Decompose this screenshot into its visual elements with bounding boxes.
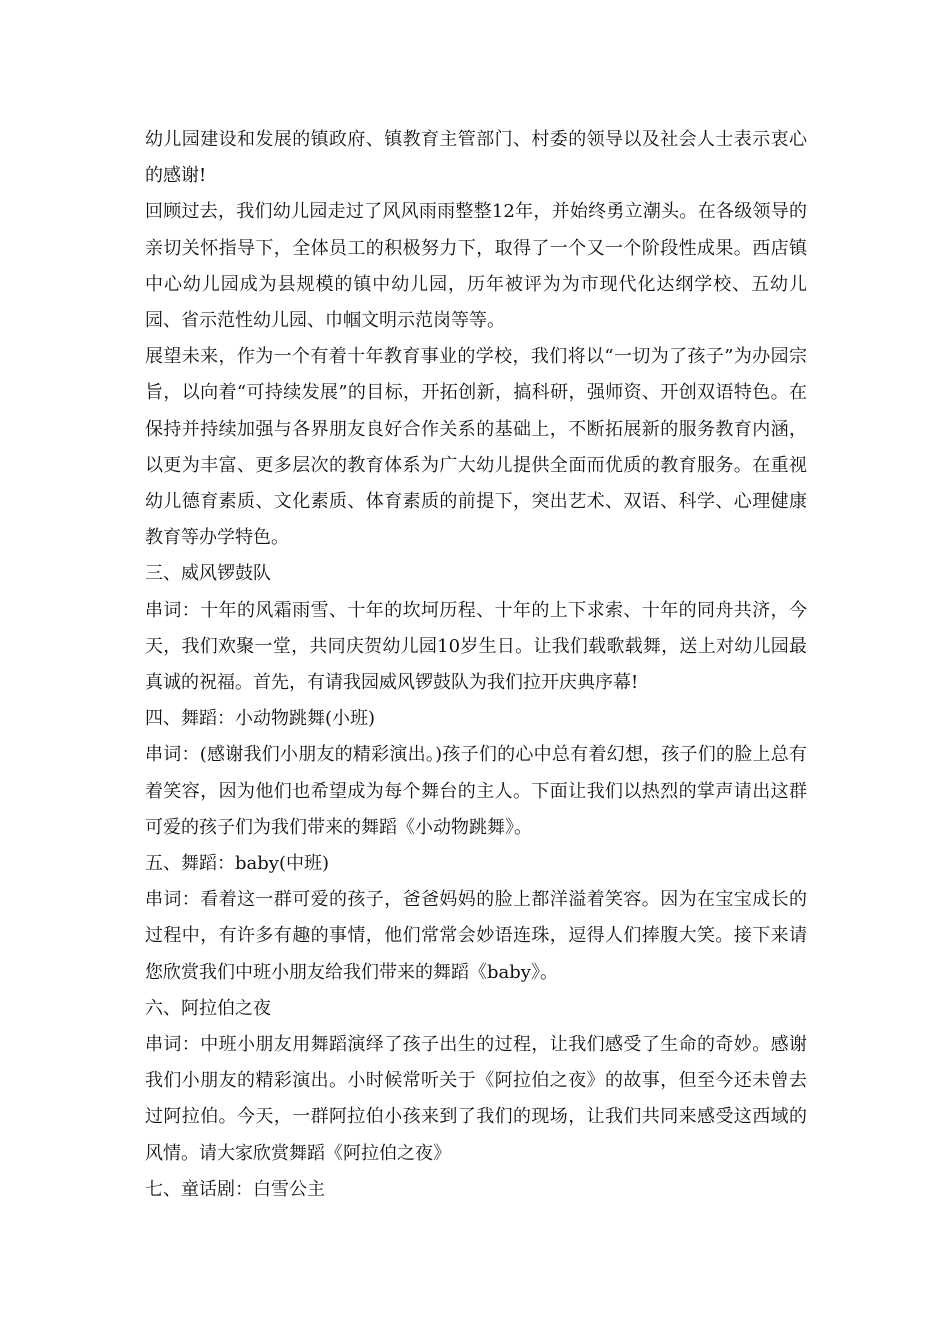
paragraph-review-past: 回顾过去，我们幼儿园走过了风风雨雨整整12年，并始终勇立潮头。在各级领导的亲切关怀指导下，全体员工的积极努力下，取得了一个又一个阶段性成果。西店镇中心幼儿园成为县规模的镇中幼儿园，历年被评为为市现代化达纲学校、五幼儿园、省示范性幼儿园、巾帼文明示范岗等等。 xyxy=(145,201,807,332)
program-item-heading: 六、阿拉伯之夜 xyxy=(145,997,271,1019)
program-item-heading: 五、舞蹈：baby(中班) xyxy=(145,853,329,875)
paragraph-outlook-future: 展望未来，作为一个有着十年教育事业的学校，我们将以“一切为了孩子”为办园宗旨，以向着“可持续发展”的目标，开拓创新，搞科研，强师资、开创双语特色。在保持并持续加强与各界朋友良好合作关系的基础上，不断拓展新的服务教育内涵，以更为丰富、更多层次的教育体系为广大幼儿提供全面而优质的教育服务。在重视幼儿德育素质、文化素质、体育素质的前提下，突出艺术、双语、科学、心理健康教育等办学特色。 xyxy=(145,346,807,549)
document-body xyxy=(145,122,807,1208)
program-item-heading: 四、舞蹈：小动物跳舞(小班) xyxy=(145,708,376,730)
program-item-heading: 七、童话剧：白雪公主 xyxy=(145,1178,325,1200)
program-item-heading: 三、威风锣鼓队 xyxy=(145,563,271,585)
program-item-script: 串词：中班小朋友用舞蹈演绎了孩子出生的过程，让我们感受了生命的奇妙。感谢我们小朋友的精彩演出。小时候常听关于《阿拉伯之夜》的故事，但至今还未曾去过阿拉伯。今天，一群阿拉伯小孩来到了我们的现场，让我们共同来感受这西域的风情。请大家欣赏舞蹈《阿拉伯之夜》 xyxy=(145,1034,807,1164)
program-item-script: 串词：(感谢我们小朋友的精彩演出。)孩子们的心中总有着幻想，孩子们的脸上总有着笑容，因为他们也希望成为每个舞台的主人。下面让我们以热烈的掌声请出这群可爱的孩子们为我们带来的舞蹈《小动物跳舞》。 xyxy=(145,744,807,838)
program-item-script: 串词：看着这一群可爱的孩子，爸爸妈妈的脸上都洋溢着笑容。因为在宝宝成长的过程中，有许多有趣的事情，他们常常会妙语连珠，逗得人们捧腹大笑。接下来请您欣赏我们中班小朋友给我们带来的舞蹈《baby》。 xyxy=(145,889,807,983)
paragraph-thanks: 幼儿园建设和发展的镇政府、镇教育主管部门、村委的领导以及社会人士表示衷心的感谢! xyxy=(145,129,807,187)
program-item-script: 串词：十年的风霜雨雪、十年的坎坷历程、十年的上下求索、十年的同舟共济，今天，我们欢聚一堂，共同庆贺幼儿园10岁生日。让我们载歌载舞，送上对幼儿园最真诚的祝福。首先，有请我园威风锣鼓队为我们拉开庆典序幕! xyxy=(145,599,807,694)
